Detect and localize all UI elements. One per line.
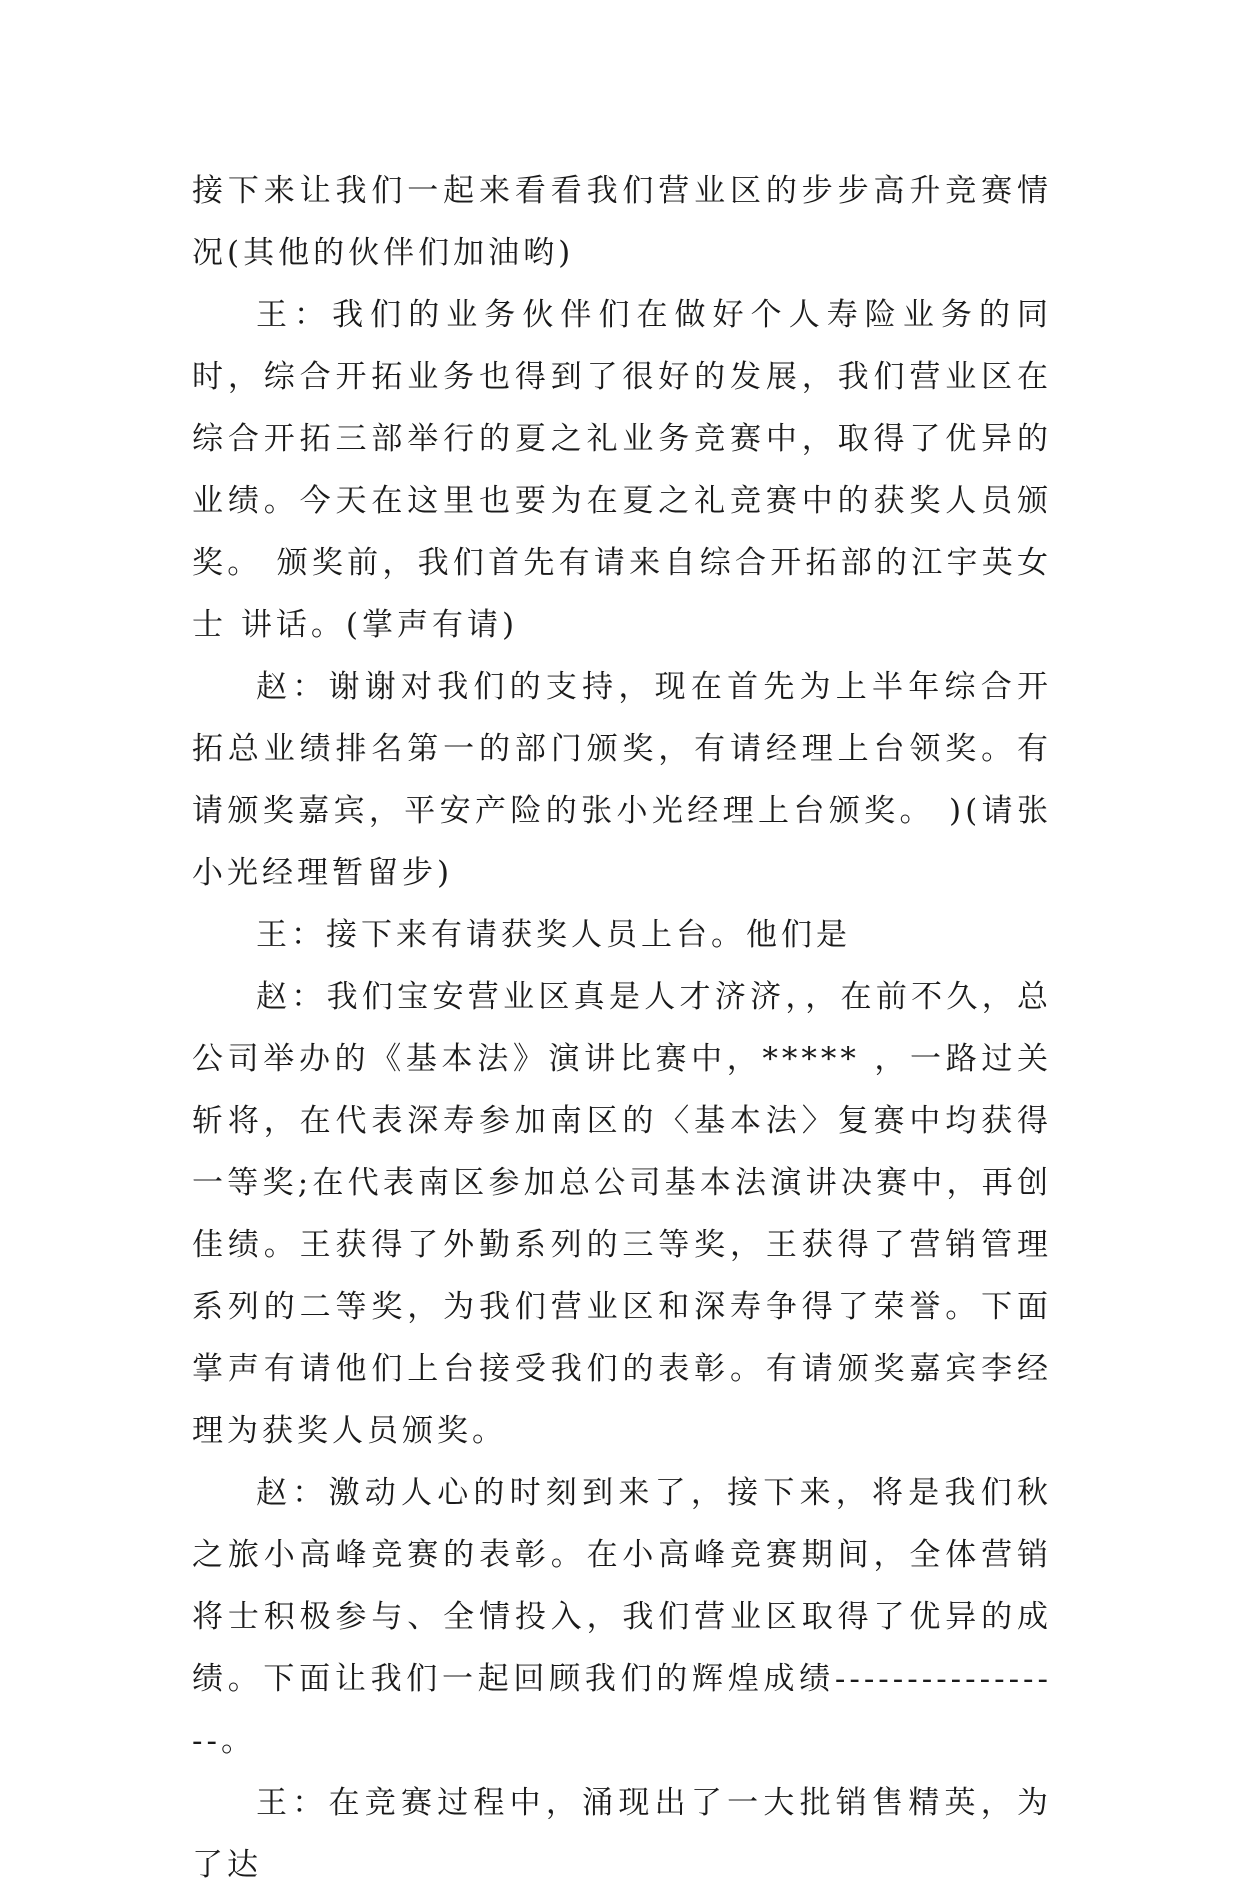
paragraph-zhao-2: 赵：我们宝安营业区真是人才济济，，在前不久，总公司举办的《基本法》演讲比赛中，***** ，一路过关斩将，在代表深寿参加南区的〈基本法〉复赛中均获得一等奖;在代表南区参加总公司基本法演讲决赛中，再创佳绩。王获得了外勤系列的三等奖，王获得了营销管理系列的二等奖，为我们营业区和深寿争得了荣誉。下面掌声有请他们上台接受我们的表彰。有请颁奖嘉宾李经理为获奖人员颁奖。 bbox=[192, 979, 1052, 1449]
paragraph-zhao-1: 赵：谢谢对我们的支持，现在首先为上半年综合开拓总业绩排名第一的部门颁奖，有请经理上台领奖。有请颁奖嘉宾，平安产险的张小光经理上台颁奖。 )(请张小光经理暂留步) bbox=[192, 669, 1052, 891]
paragraph-wang-2: 王：接下来有请获奖人员上台。他们是 bbox=[256, 917, 851, 953]
paragraph-zhao-3: 赵：激动人心的时刻到来了，接下来，将是我们秋之旅小高峰竞赛的表彰。在小高峰竞赛期间，全体营销将士积极参与、全情投入，我们营业区取得了优异的成绩。下面让我们一起回顾我们的辉煌成绩-----------------。 bbox=[192, 1475, 1052, 1759]
paragraph-intro: 接下来让我们一起来看看我们营业区的步步高升竞赛情况(其他的伙伴们加油哟) bbox=[192, 173, 1052, 271]
paragraph-wang-1: 王：我们的业务伙伴们在做好个人寿险业务的同时，综合开拓业务也得到了很好的发展，我们营业区在综合开拓三部举行的夏之礼业务竞赛中，取得了优异的业绩。今天在这里也要为在夏之礼竞赛中的获奖人员颁奖。 颁奖前，我们首先有请来自综合开拓部的江宇英女士 讲话。(掌声有请) bbox=[192, 297, 1052, 643]
document-body bbox=[192, 160, 1052, 1896]
paragraph-wang-3: 王：在竞赛过程中，涌现出了一大批销售精英，为了达 bbox=[192, 1785, 1052, 1883]
